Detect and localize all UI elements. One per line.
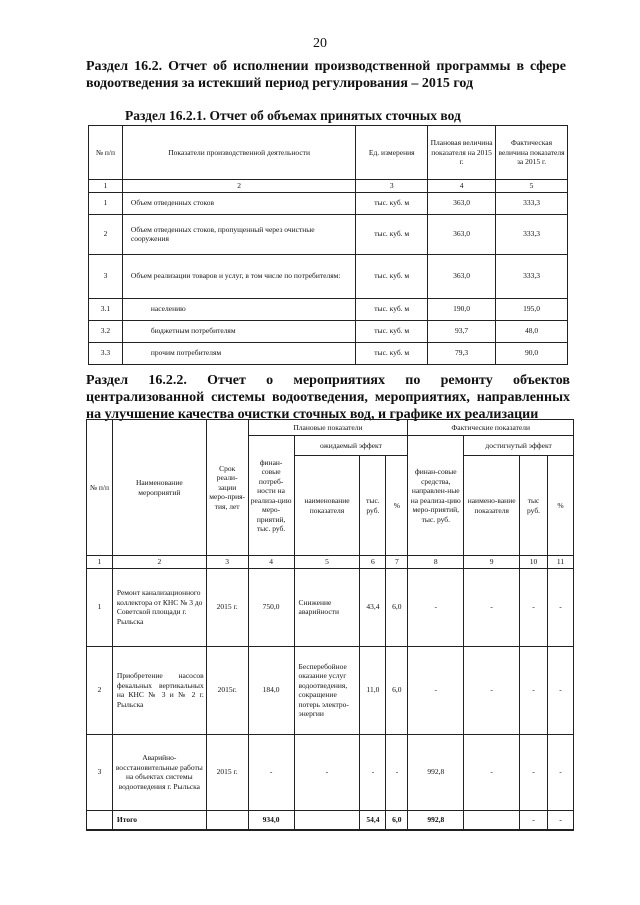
header-cell: %	[386, 456, 408, 556]
index-cell: 7	[386, 556, 408, 569]
table-header-row	[87, 420, 574, 436]
total-plan-fin: 934,0	[248, 810, 294, 830]
total-achieved-pct: -	[548, 810, 574, 830]
row-effect-pct: 6,0	[386, 568, 408, 646]
row-indicator: бюджетным потребителям	[122, 320, 355, 342]
total-empty-cell	[294, 810, 360, 830]
total-empty-cell	[87, 810, 113, 830]
row-fact: 333,3	[496, 192, 568, 214]
row-fact: 333,3	[496, 254, 568, 298]
index-cell: 2	[112, 556, 206, 569]
header-cell: Фактические показатели	[408, 420, 574, 436]
table-row	[89, 192, 568, 214]
index-cell: 9	[464, 556, 520, 569]
table-row	[89, 254, 568, 298]
wastewater-volume-table	[88, 125, 568, 365]
row-unit: тыс. куб. м	[356, 254, 428, 298]
index-row	[89, 180, 568, 193]
row-unit: тыс. куб. м	[356, 214, 428, 254]
header-cell: Плановая величина показателя на 2015 г.	[428, 126, 496, 180]
header-cell: Показатели производственной деятельности	[122, 126, 355, 180]
row-achieved-name: -	[464, 568, 520, 646]
row-number: 2	[89, 214, 123, 254]
table-row	[87, 646, 574, 734]
header-cell: %	[548, 456, 574, 556]
table-row	[87, 734, 574, 810]
index-cell: 3	[206, 556, 248, 569]
section-heading: Раздел 16.2. Отчет об исполнении производственной программы в сфере водоотведения за истекший период регулирования – 2015 год	[86, 59, 566, 91]
row-fact-fin: 992,8	[408, 734, 464, 810]
total-achieved-rub: -	[520, 810, 548, 830]
header-cell: Фактическая величина показателя за 2015 г.	[496, 126, 568, 180]
row-unit: тыс. куб. м	[356, 192, 428, 214]
row-indicator: Объем отведенных стоков	[122, 192, 355, 214]
row-term: 2015 г.	[206, 734, 248, 810]
page-number: 20	[313, 36, 327, 51]
header-cell: наимено-вание показателя	[464, 456, 520, 556]
repair-measures-table	[86, 419, 574, 831]
row-achieved-rub: -	[520, 734, 548, 810]
row-fact-fin: -	[408, 568, 464, 646]
header-cell: финан-совые потреб-ности на реализа-цию меро-приятий, тыс. руб.	[248, 436, 294, 556]
row-unit: тыс. куб. м	[356, 320, 428, 342]
row-indicator: Объем реализации товаров и услуг, в том числе по потребителям:	[122, 254, 355, 298]
row-effect-name: -	[294, 734, 360, 810]
total-empty-cell	[206, 810, 248, 830]
row-achieved-pct: -	[548, 646, 574, 734]
header-cell: ожидаемый эффект	[294, 436, 408, 456]
row-fact: 333,3	[496, 214, 568, 254]
row-fact: 90,0	[496, 342, 568, 364]
index-cell: 2	[122, 180, 355, 193]
index-cell: 4	[428, 180, 496, 193]
row-achieved-pct: -	[548, 568, 574, 646]
table-header-row	[89, 126, 568, 180]
index-cell: 3	[356, 180, 428, 193]
index-cell: 6	[360, 556, 386, 569]
header-cell: финан-совые средства, направлен-ные на реализа-цию меро-приятий, тыс. руб.	[408, 436, 464, 556]
index-cell: 8	[408, 556, 464, 569]
row-plan-fin: 184,0	[248, 646, 294, 734]
row-number: 3	[87, 734, 113, 810]
row-indicator: прочим потребителям	[122, 342, 355, 364]
row-plan: 363,0	[428, 214, 496, 254]
total-row	[87, 810, 574, 830]
row-effect-name: Бесперебойное оказание услуг водоотведения, сокращение потерь электро-энергии	[294, 646, 360, 734]
index-cell: 5	[294, 556, 360, 569]
header-cell: Наименование мероприятий	[112, 420, 206, 556]
index-cell: 4	[248, 556, 294, 569]
index-cell: 10	[520, 556, 548, 569]
index-cell: 1	[87, 556, 113, 569]
total-label: Итого	[112, 810, 206, 830]
header-cell: № п/п	[87, 420, 113, 556]
row-achieved-pct: -	[548, 734, 574, 810]
header-cell: Плановые показатели	[248, 420, 408, 436]
row-achieved-rub: -	[520, 568, 548, 646]
row-achieved-name: -	[464, 734, 520, 810]
row-indicator: населению	[122, 298, 355, 320]
row-measure: Приобретение насосов фекальных вертикальных на КНС № 3 и № 2 г. Рыльска	[112, 646, 206, 734]
row-number: 1	[87, 568, 113, 646]
table-row	[89, 214, 568, 254]
header-cell: тыс руб.	[520, 456, 548, 556]
total-effect-pct: 6,0	[386, 810, 408, 830]
row-achieved-name: -	[464, 646, 520, 734]
row-number: 3.1	[89, 298, 123, 320]
row-measure: Аварийно-восстановительные работы на объектах системы водоотведения г. Рыльска	[112, 734, 206, 810]
subsection-heading-1: Раздел 16.2.1. Отчет об объемах принятых сточных вод	[125, 108, 461, 123]
row-plan: 93,7	[428, 320, 496, 342]
header-cell: Ед. измерения	[356, 126, 428, 180]
header-cell: Срок реали-зации меро-прия-тия, лет	[206, 420, 248, 556]
row-unit: тыс. куб. м	[356, 342, 428, 364]
row-unit: тыс. куб. м	[356, 298, 428, 320]
row-fact-fin: -	[408, 646, 464, 734]
row-plan-fin: 750,0	[248, 568, 294, 646]
row-plan: 363,0	[428, 254, 496, 298]
header-cell: тыс. руб.	[360, 456, 386, 556]
row-effect-rub: -	[360, 734, 386, 810]
index-row	[87, 556, 574, 569]
index-cell: 1	[89, 180, 123, 193]
row-plan: 363,0	[428, 192, 496, 214]
header-cell: наименование показателя	[294, 456, 360, 556]
header-cell: № п/п	[89, 126, 123, 180]
row-effect-rub: 43,4	[360, 568, 386, 646]
row-number: 3.2	[89, 320, 123, 342]
total-effect-rub: 54,4	[360, 810, 386, 830]
row-number: 2	[87, 646, 113, 734]
subsection-heading-2: Раздел 16.2.2. Отчет о мероприятиях по ремонту объектов централизованной системы водоотведения, мероприятиях, направленных на улучшение качества очистки сточных вод, и графике их реализации	[86, 373, 570, 422]
index-cell: 11	[548, 556, 574, 569]
row-plan: 79,3	[428, 342, 496, 364]
header-cell: достигнутый эффект	[464, 436, 574, 456]
table-row	[89, 342, 568, 364]
row-number: 3.3	[89, 342, 123, 364]
table-row	[87, 568, 574, 646]
row-achieved-rub: -	[520, 646, 548, 734]
index-cell: 5	[496, 180, 568, 193]
row-term: 2015 г.	[206, 568, 248, 646]
row-effect-pct: -	[386, 734, 408, 810]
row-fact: 195,0	[496, 298, 568, 320]
row-number: 3	[89, 254, 123, 298]
table-row	[89, 298, 568, 320]
table-row	[89, 320, 568, 342]
row-plan-fin: -	[248, 734, 294, 810]
total-empty-cell	[464, 810, 520, 830]
row-number: 1	[89, 192, 123, 214]
row-fact: 48,0	[496, 320, 568, 342]
row-measure: Ремонт канализационного коллектора от КНС № 3 до Советской площади г. Рыльска	[112, 568, 206, 646]
row-plan: 190,0	[428, 298, 496, 320]
row-effect-name: Снижение аварийности	[294, 568, 360, 646]
row-indicator: Объем отведенных стоков, пропущенный через очистные сооружения	[122, 214, 355, 254]
row-term: 2015г.	[206, 646, 248, 734]
row-effect-pct: 6,0	[386, 646, 408, 734]
total-fact-fin: 992,8	[408, 810, 464, 830]
row-effect-rub: 11,0	[360, 646, 386, 734]
